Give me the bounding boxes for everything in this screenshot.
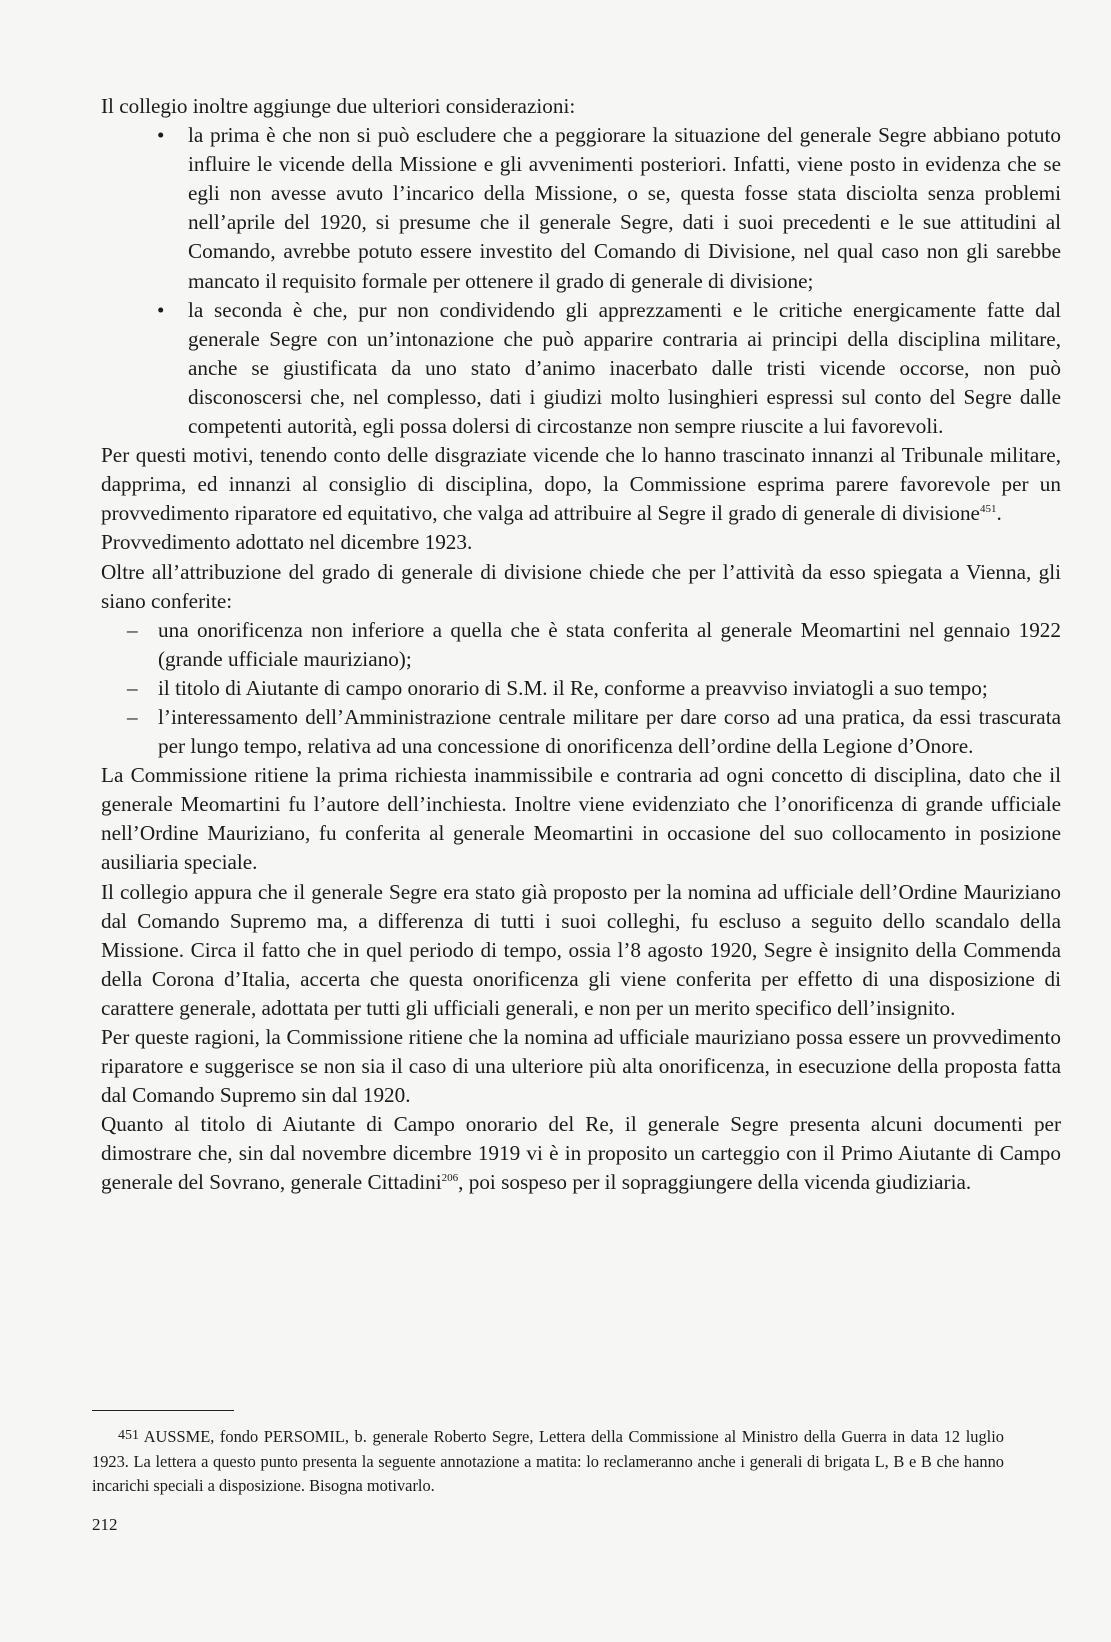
- paragraph-collegio: Il collegio appura che il generale Segre era stato già proposto per la nomina ad ufficiale dell’Ordine Mauriziano dal Comando Supremo ma, a differenza di tutti i suoi colleghi, fu escluso a seguito dello scandalo della Missione. Circa il fatto che in quel periodo di tempo, ossia l’8 agosto 1920, Segre è insignito della Commenda della Corona d’Italia, accerta che questa onorificenza gli viene conferita per effetto di una disposizione di carattere generale, adottata per tutti gli ufficiali generali, e non per un merito specifico dell’insignito.: [101, 879, 1061, 1020]
- footnote-number: 451: [118, 1428, 139, 1443]
- list-item-text: una onorificenza non inferiore a quella che è stata conferita al generale Meomartini nel gennaio 1922 (grande ufficiale mauriziano);: [158, 617, 1061, 671]
- list-item-text: la seconda è che, pur non condividendo gli apprezzamenti e le critiche energicamente fatte dal generale Segre con un’intonazione che può apparire contraria ai principi della disciplina militare, anche se giustificata da uno stato d’animo inacerbato dalle tristi vicende occorse, non può disconoscersi che, nel complesso, dati i giudizi molto lusinghieri espressi sul conto del Segre dalle competenti autorità, egli possa dolersi di circostanze non sempre riuscite a lui favorevoli.: [188, 297, 1061, 439]
- intro-paragraph: Il collegio inoltre aggiunge due ulteriori considerazioni:: [101, 94, 576, 118]
- paragraph-titolo: Quanto al titolo di Aiutante di Campo onorario del Re, il generale Segre presenta alcuni documenti per dimostrare che, sin dal novembre dicembre 1919 vi è in proposito un carteggio con il Primo Aiutante di Campo generale del Sovrano, generale Cittadini$^{206}$, poi sospeso per il sopraggiungere della vicenda giudiziaria.: [101, 1112, 1061, 1195]
- main-text: [101, 92, 1061, 1198]
- list-item-text: l’interessamento dell’Amministrazione centrale militare per dare corso ad una pratica, da essi trascurata per lungo tempo, relativa ad una concessione di onorificenza dell’ordine della Legione d’Onore.: [158, 704, 1061, 759]
- footnote-reference: 206: [441, 1172, 459, 1185]
- bullet-marker: •: [157, 297, 165, 322]
- list-item: [101, 616, 1061, 674]
- paragraph-motivi: Per questi motivi, tenendo conto delle disgraziate vicende che lo hanno trascinato innanzi al Tribunale militare, dapprima, ed innanzi al consiglio di disciplina, dopo, la Commissione esprima parere favorevole per un provvedimento riparatore ed equitativo, che valga ad attribuire al Segre il grado di generale di divisione$^{451}$.: [101, 443, 1061, 526]
- list-item: [101, 703, 1061, 761]
- considerations-list: [101, 121, 1061, 441]
- footnote-divider: [92, 1410, 234, 1411]
- requests-list: [101, 616, 1061, 761]
- dash-marker: –: [127, 704, 138, 729]
- list-item: [101, 121, 1061, 296]
- paragraph-commissione: La Commissione ritiene la prima richiesta inammissibile e contraria ad ogni concetto di disciplina, dato che il generale Meomartini fu l’autore dell’inchiesta. Inoltre viene evidenziato che l’onorificenza di grande ufficiale nell’Ordine Mauriziano, fu conferita al generale Meomartini in occasione del suo collocamento in posizione ausiliaria speciale.: [101, 763, 1061, 875]
- footnote-text: AUSSME, fondo PERSOMIL, b. generale Roberto Segre, Lettera della Commissione al Ministro della Guerra in data 12 luglio 1923. La lettera a questo punto presenta la seguente annotazione a matita: lo reclameranno anche i generali di brigata L, B e B che hanno incarichi speciali a disposizione. Bisogna motivarlo.: [92, 1427, 1004, 1495]
- paragraph-oltre: Oltre all’attribuzione del grado di generale di divisione chiede che per l’attività da esso spiegata a Vienna, gli siano conferite:: [101, 559, 1061, 613]
- footnote-reference: 451: [979, 503, 997, 516]
- bullet-marker: •: [157, 123, 165, 148]
- list-item: [101, 674, 1061, 703]
- paragraph-provvedimento: Provvedimento adottato nel dicembre 1923.: [101, 530, 473, 555]
- paragraph-ragioni: Per queste ragioni, la Commissione ritiene che la nomina ad ufficiale mauriziano possa essere un provvedimento riparatore e suggerisce se non sia il caso di una ulteriore più alta onorificenza, in esecuzione della proposta fatta dal Comando Supremo sin dal 1920.: [101, 1025, 1061, 1108]
- footnote: [92, 1424, 1004, 1499]
- list-item: [101, 296, 1061, 441]
- page-number: 212: [92, 1515, 118, 1534]
- dash-marker: –: [127, 675, 138, 700]
- dash-marker: –: [127, 617, 138, 642]
- list-item-text: la prima è che non si può escludere che a peggiorare la situazione del generale Segre abbiano potuto influire le vicende della Missione e gli avvenimenti posteriori. Infatti, viene posto in evidenza che se egli non avesse avuto l’incarico della Missione, o se, questa fosse stata disciolta senza problemi nell’aprile del 1920, si presume che il generale Segre, dati i suoi precedenti e le sue attitudini al Comando, avrebbe potuto essere investito del Comando di Divisione, nel qual caso non gli sarebbe mancato il requisito formale per ottenere il grado di generale di divisione;: [188, 123, 1061, 293]
- list-item-text: il titolo di Aiutante di campo onorario di S.M. il Re, conforme a preavviso inviatogli a suo tempo;: [158, 675, 988, 700]
